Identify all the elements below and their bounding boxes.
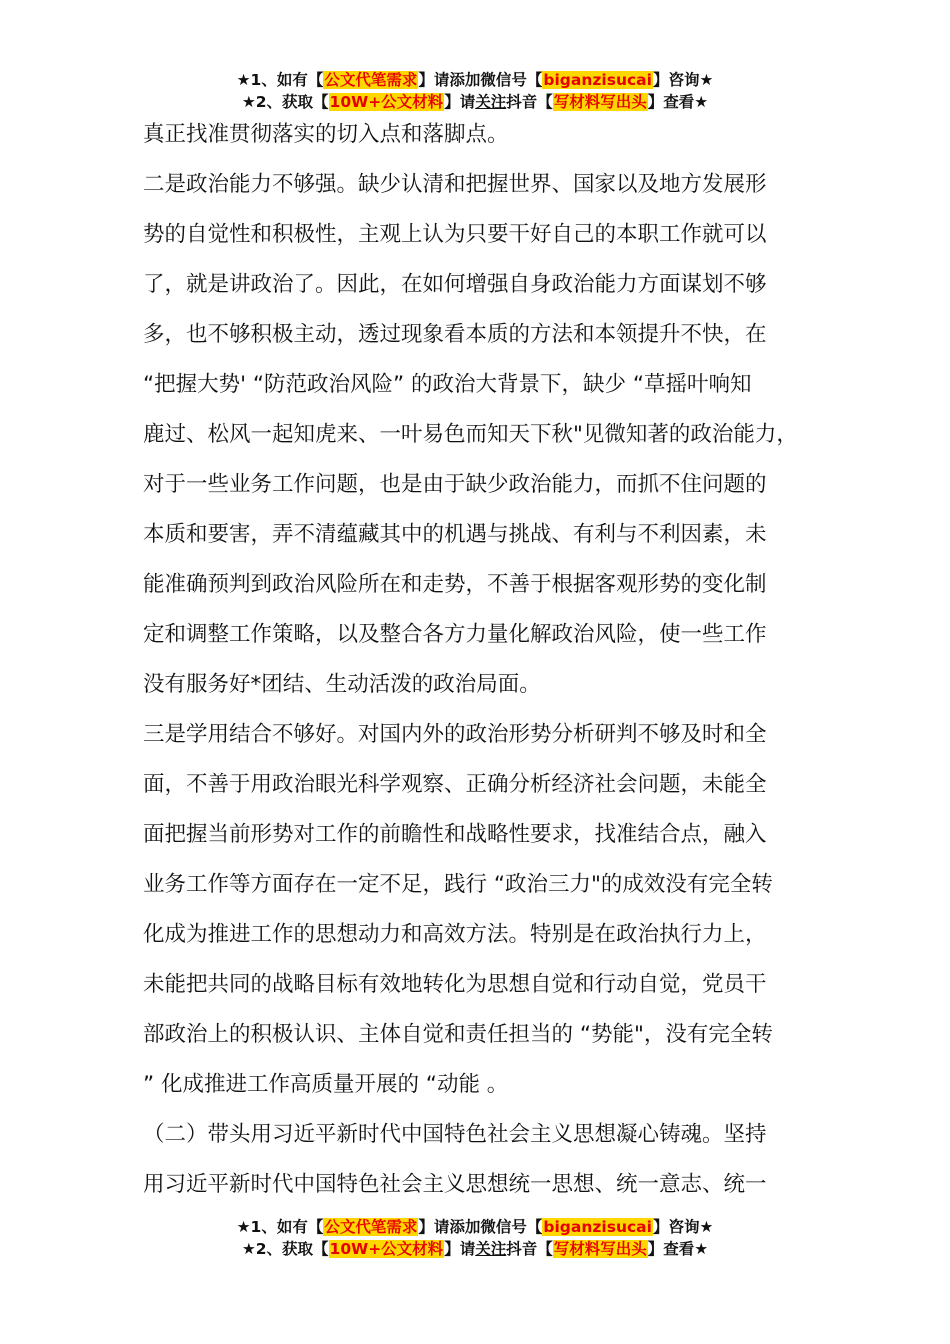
banner-highlight: 写材料写出头 — [553, 1240, 647, 1258]
text-line: 对于一些业务工作问题，也是由于缺少政治能力，而抓不住问题的 — [143, 472, 767, 497]
banner-text: ★1、如有【 — [236, 71, 324, 89]
banner-text: 微信号【 — [480, 71, 543, 89]
banner-emphasis: 关注 — [475, 93, 507, 111]
text-line: 化成为推进工作的思想动力和高效方法。特别是在政治执行力上， — [143, 922, 767, 947]
banner-highlight: 公文代笔需求 — [324, 1218, 418, 1236]
banner-highlight: biganzisucai — [543, 1218, 652, 1236]
text-line: 没有服务好*团结、生动活泼的政治局面。 — [143, 672, 541, 697]
banner-text: 微信号【 — [480, 1218, 543, 1236]
text-line: 部政治上的积极认识、主体自觉和责任担当的 “势能"，没有完全转 — [143, 1022, 773, 1047]
banner-text: 】请 — [444, 93, 476, 111]
top-banner — [0, 69, 950, 113]
banner-text: 】请 — [444, 1240, 476, 1258]
text-line: ” 化成推进工作高质量开展的 “动能 。 — [143, 1072, 509, 1097]
banner-emphasis: 添加 — [449, 71, 481, 89]
text-line: 面，不善于用政治眼光科学观察、正确分析经济社会问题，未能全 — [143, 772, 767, 797]
banner-text: ★2、获取【 — [241, 1240, 329, 1258]
banner-text: 】查看★ — [647, 1240, 709, 1258]
banner-highlight: biganzisucai — [543, 71, 652, 89]
banner-emphasis: 添加 — [449, 1218, 481, 1236]
text-line: 用习近平新时代中国特色社会主义思想统一思想、统一意志、统一 — [143, 1172, 767, 1197]
banner-text: 】咨询★ — [652, 1218, 714, 1236]
banner-text: ★2、获取【 — [241, 93, 329, 111]
banner-text: 】查看★ — [647, 93, 709, 111]
banner-line-1 — [0, 69, 950, 91]
text-line: 真正找准贯彻落实的切入点和落脚点。 — [143, 122, 509, 147]
text-line: 三是学用结合不够好。对国内外的政治形势分析研判不够及时和全 — [143, 722, 767, 747]
banner-highlight: 10W+公文材料 — [329, 1240, 444, 1258]
text-line: （二）带头用习近平新时代中国特色社会主义思想凝心铸魂。坚持 — [143, 1122, 767, 1147]
banner-line-2 — [0, 1238, 950, 1260]
text-line: 定和调整工作策略，以及整合各方力量化解政治风险，使一些工作 — [143, 622, 767, 647]
text-line: 了，就是讲政治了。因此，在如何增强自身政治能力方面谋划不够 — [143, 272, 767, 297]
banner-text: 抖音【 — [506, 1240, 553, 1258]
banner-highlight: 10W+公文材料 — [329, 93, 444, 111]
text-line: 二是政治能力不够强。缺少认清和把握世界、国家以及地方发展形 — [143, 172, 767, 197]
text-line: 势的自觉性和积极性，主观上认为只要干好自己的本职工作就可以 — [143, 222, 767, 247]
text-line: 业务工作等方面存在一定不足，践行 “政治三力"的成效没有完全转 — [143, 872, 773, 897]
banner-highlight: 写材料写出头 — [553, 93, 647, 111]
banner-text: ★1、如有【 — [236, 1218, 324, 1236]
banner-line-2 — [0, 91, 950, 113]
text-line: 能准确预判到政治风险所在和走势，不善于根据客观形势的变化制 — [143, 572, 767, 597]
banner-text: 】请 — [418, 71, 450, 89]
banner-text: 抖音【 — [506, 93, 553, 111]
text-line: 多，也不够积极主动，透过现象看本质的方法和本领提升不快，在 — [143, 322, 767, 347]
banner-text: 】请 — [418, 1218, 450, 1236]
text-line: 面把握当前形势对工作的前瞻性和战略性要求，找准结合点，融入 — [143, 822, 767, 847]
text-line: “把握大势' “防范政治风险” 的政治大背景下，缺少 “草摇叶响知 — [143, 372, 752, 397]
text-line: 未能把共同的战略目标有效地转化为思想自觉和行动自觉，党员干 — [143, 972, 767, 997]
text-line: 鹿过、松风一起知虎来、一叶易色而知天下秋"见微知著的政治能力， — [143, 422, 798, 447]
banner-line-1 — [0, 1216, 950, 1238]
text-line: 本质和要害，弄不清蕴藏其中的机遇与挑战、有利与不利因素，未 — [143, 522, 767, 547]
banner-text: 】咨询★ — [652, 71, 714, 89]
banner-highlight: 公文代笔需求 — [324, 71, 418, 89]
bottom-banner — [0, 1216, 950, 1260]
banner-emphasis: 关注 — [475, 1240, 507, 1258]
